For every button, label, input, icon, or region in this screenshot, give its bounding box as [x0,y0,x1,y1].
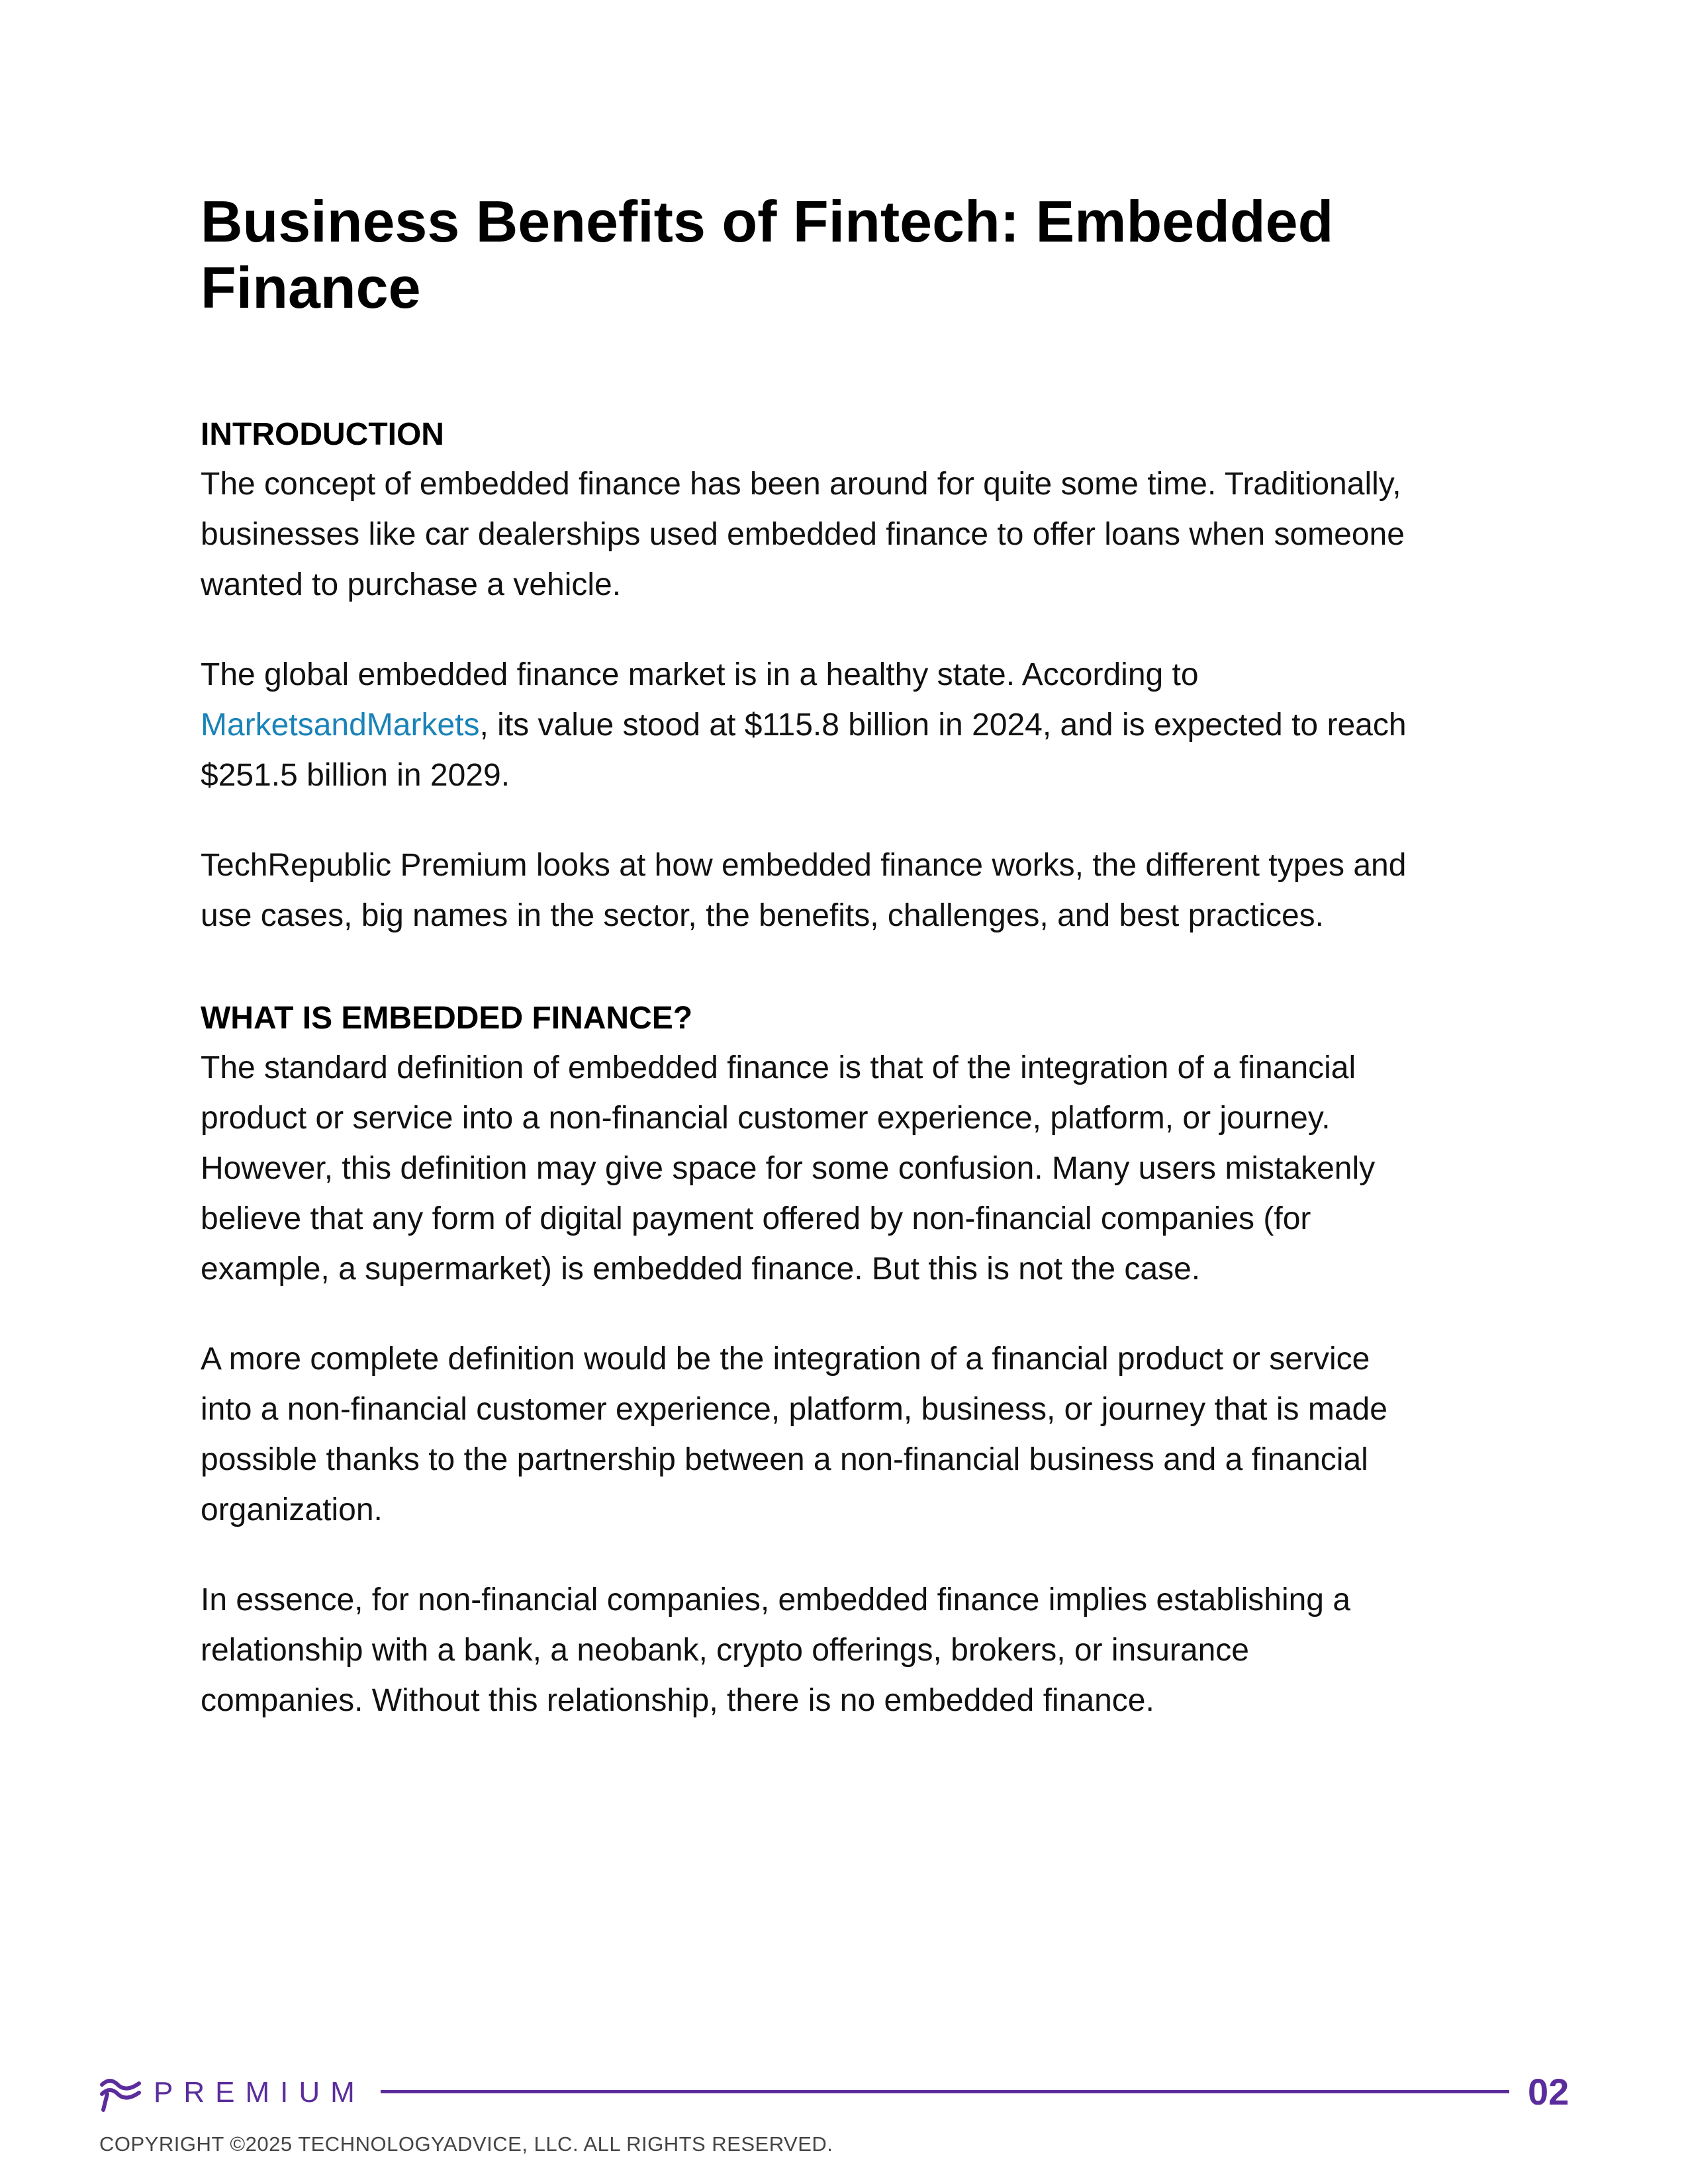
section-heading-what-is-embedded-finance: WHAT IS EMBEDDED FINANCE? [201,1001,693,1036]
premium-wordmark: PREMIUM [154,2076,365,2109]
page-title: Business Benefits of Fintech: Embedded Finance [201,189,1334,320]
intro-paragraph-2-text-start: The global embedded finance market is in a healthy state. According to [201,657,1199,692]
section-heading-introduction: INTRODUCTION [201,417,444,452]
definition-paragraph-2: A more complete definition would be the integration of a financial product or service into a non-financial customer experience, platform, business, or journey that is made possible thanks to the partnership between a non-financial business and a financial organization. [201,1342,1387,1527]
document-body [201,410,1412,1726]
section-spacer [201,941,1412,994]
intro-paragraph-1: The concept of embedded finance has been around for quite some time. Traditionally, businesses like car dealerships used embedded finance to offer loans when someone wanted to purchase a vehicle. [201,467,1405,602]
premium-logo [98,2071,365,2114]
marketsandmarkets-link[interactable]: MarketsandMarkets [201,707,480,743]
page-number: 02 [1528,2071,1570,2113]
definition-paragraph-3: In essence, for non-financial companies, embedded finance implies establishing a relationship with a bank, a neobank, crypto offerings, brokers, or insurance companies. Without this relationship, there is no embedded finance. [201,1582,1351,1718]
definition-paragraph-1: The standard definition of embedded finance is that of the integration of a financial product or service into a non-financial customer experience, platform, or journey. However, this definition may give space for some confusion. Many users mistakenly believe that any form of digital payment offered by non-financial companies (for example, a supermarket) is embedded finance. But this is not the case. [201,1050,1376,1287]
wave-icon [98,2071,143,2114]
intro-paragraph-2-text-end: , its value stood at $115.8 billion in 2024, and is expected to reach $251.5 billion in 2029. [201,707,1407,793]
copyright-notice: COPYRIGHT ©2025 TECHNOLOGYADVICE, LLC. ALL RIGHTS RESERVED. [99,2132,833,2156]
intro-paragraph-3: TechRepublic Premium looks at how embedded finance works, the different types and use cases, big names in the sector, the benefits, challenges, and best practices. [201,848,1407,933]
intro-paragraph-2 [201,650,1412,801]
footer-divider [381,2090,1509,2093]
